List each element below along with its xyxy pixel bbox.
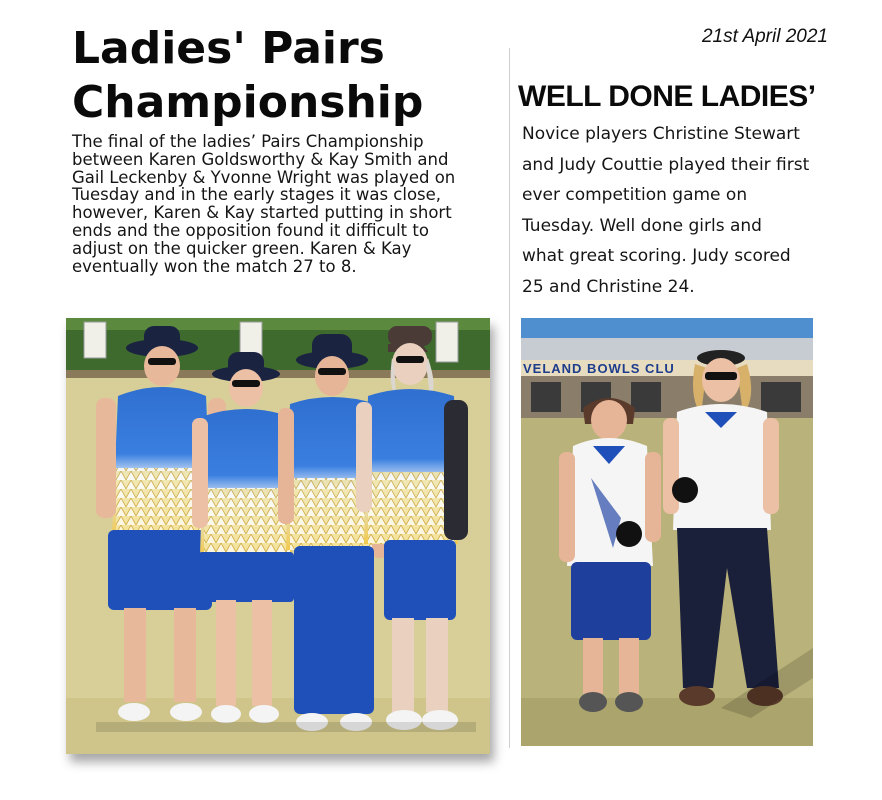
main-body-line: ends and the opposition found it difficult to [72, 220, 429, 240]
main-body-line: adjust on the quicker green. Karen & Kay [72, 238, 412, 258]
main-title-line-2: Championship [72, 77, 424, 128]
side-body-line: 25 and Christine 24. [522, 276, 695, 297]
bowl [616, 521, 642, 547]
main-article-body [72, 133, 492, 275]
side-body-line: Tuesday. Well done girls and [522, 215, 762, 236]
main-body-line: Tuesday and in the early stages it was close, [72, 185, 442, 205]
side-body-line: Novice players Christine Stewart [522, 124, 800, 144]
two-players-illustration [521, 318, 813, 746]
main-body-line: Gail Leckenby & Yvonne Wright was played on [72, 167, 456, 187]
bowl [672, 477, 698, 503]
novice-players-photo [521, 318, 813, 746]
main-article-title [72, 22, 492, 130]
clubhouse-sign-text: VELAND BOWLS CLU [523, 361, 675, 376]
side-article-body [522, 119, 822, 302]
side-body-line: ever competition game on [522, 185, 748, 205]
main-body-line: eventually won the match 27 to 8. [72, 256, 357, 276]
main-body-line: however, Karen & Kay started putting in short [72, 203, 452, 223]
main-title-line-1: Ladies' Pairs [72, 23, 385, 74]
issue-date: 21st April 2021 [701, 26, 828, 47]
column-divider [509, 48, 510, 748]
pairs-championship-photo [66, 318, 490, 754]
side-body-line: and Judy Couttie played their first [522, 154, 810, 175]
main-body-line: between Karen Goldsworthy & Kay Smith and [72, 149, 449, 169]
side-article-title: WELL DONE LADIES’ [518, 80, 816, 113]
side-body-line: what great scoring. Judy scored [522, 246, 791, 266]
four-players-illustration [66, 318, 490, 754]
main-body-line: The final of the ladies’ Pairs Championship [72, 132, 424, 151]
